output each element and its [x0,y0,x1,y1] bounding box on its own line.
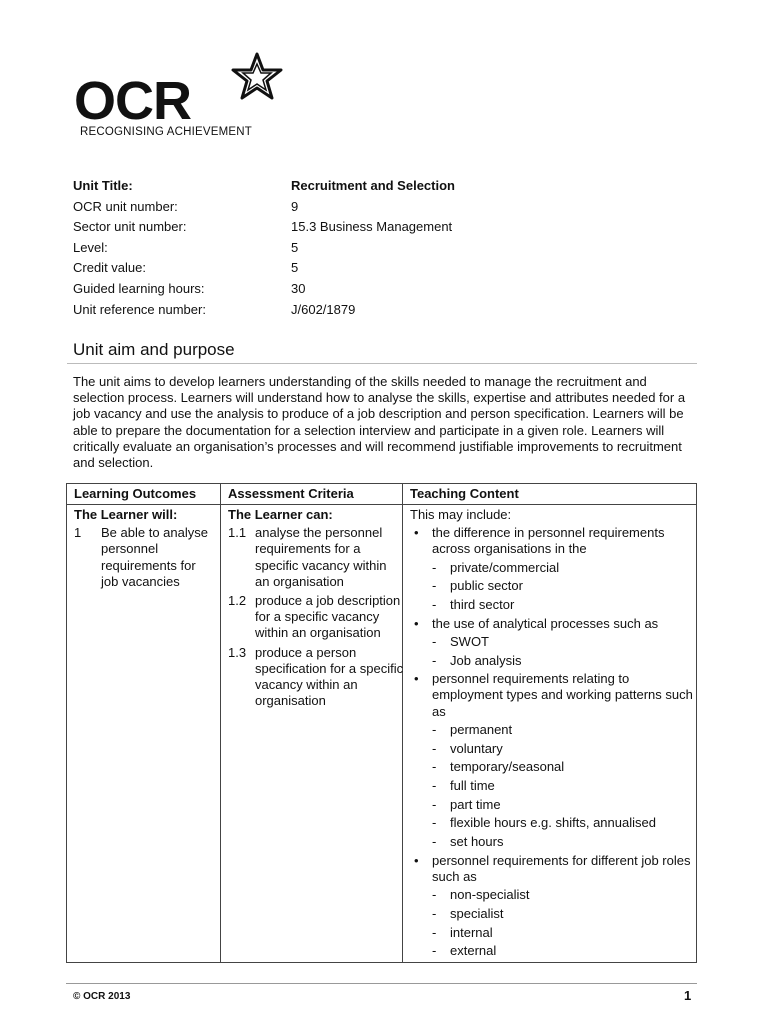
sub-item-text: permanent [450,722,513,738]
header-divider [67,504,696,505]
dash-icon: - [432,905,437,921]
info-value: 9 [291,198,299,214]
content-sub-item [410,943,695,960]
bullet-icon: • [414,615,419,631]
sub-item-text: public sector [450,578,523,594]
learner-will-label: The Learner will: [74,507,178,522]
dash-icon: - [432,796,437,812]
sub-item-text: temporary/seasonal [450,759,565,775]
content-bullet [410,525,695,557]
content-sub-item [410,759,695,776]
info-value: 5 [291,239,299,255]
content-sub-item [410,815,695,832]
assessment-criteria-cell [228,507,404,712]
logo-tagline: RECOGNISING ACHIEVEMENT [80,126,253,138]
content-sub-item [410,578,695,595]
criterion-item [228,645,404,710]
criterion-item [228,525,404,590]
content-sub-item [410,634,695,651]
info-value: 15.3 Business Management [291,219,453,235]
column-divider [220,484,221,962]
dash-icon: - [432,652,437,668]
content-bullet [410,616,695,632]
criterion-text: produce a job description for a specific vacancy within an organisation [255,593,401,641]
sub-item-text: voluntary [450,740,503,756]
logo-brand-text: OCR [74,71,191,131]
content-sub-item [410,722,695,739]
info-value: Recruitment and Selection [291,178,455,193]
outcome-text: Be able to analyse personnel requirements for job vacancies [101,525,208,589]
dash-icon: - [432,924,437,940]
content-sub-item [410,741,695,758]
dash-icon: - [432,759,437,775]
bullet-text: the use of analytical processes such as [432,615,659,631]
bullet-icon: • [414,852,419,868]
info-value: 5 [291,260,299,276]
bullet-text: personnel requirements for different job roles such as [432,852,691,884]
aim-paragraph: The unit aims to develop learners understanding of the skills needed to manage the recruitment and selection process. Learners will understand how to analyse the skills, expertise and attributes needed for a job vacancy and use the analysis to produce of a job description and person specification. Learners will be able to prepare the documentation for a selection interview and participate in a given role. Learners will critically evaluate an organisation’s processes and will recommend justifiable improvements to recruitment and selection. [73,374,686,471]
aim-heading: Unit aim and purpose [73,340,235,359]
ocr-logo [74,54,289,138]
sub-item-text: set hours [450,834,504,850]
dash-icon: - [432,740,437,756]
content-sub-item [410,887,695,904]
header-teaching-content: Teaching Content [410,486,519,501]
sub-item-text: part time [450,796,501,812]
dash-icon: - [432,943,437,959]
sub-item-text: full time [450,778,495,794]
dash-icon: - [432,597,437,613]
content-sub-item [410,834,695,851]
criterion-number: 1.3 [228,644,247,660]
copyright: © OCR 2013 [73,991,131,1002]
page-number: 1 [684,988,692,1003]
sub-item-text: SWOT [450,634,489,650]
info-label: Unit Title: [73,178,133,193]
content-bullet [410,853,695,885]
star-logo-icon [230,52,284,102]
content-bullet [410,671,695,720]
outcome-number: 1 [74,525,82,541]
dash-icon: - [432,578,437,594]
dash-icon: - [432,559,437,575]
info-label: Unit reference number: [73,301,206,317]
unit-content-table [66,483,697,963]
content-sub-item [410,778,695,795]
sub-item-text: internal [450,924,493,940]
bullet-icon: • [414,525,419,541]
info-value: 30 [291,280,306,296]
bullet-text: the difference in personnel requirements across organisations in the [432,525,665,557]
sub-item-text: non-specialist [450,887,530,903]
content-sub-item [410,797,695,814]
criterion-item [228,593,404,642]
dash-icon: - [432,834,437,850]
teaching-intro: This may include: [410,507,512,522]
info-label: OCR unit number: [73,198,178,214]
dash-icon: - [432,634,437,650]
learning-outcomes-cell [74,507,214,590]
sub-item-text: private/commercial [450,559,560,575]
content-sub-item [410,653,695,670]
content-sub-item [410,597,695,614]
info-label: Level: [73,239,108,255]
dash-icon: - [432,778,437,794]
header-assessment-criteria: Assessment Criteria [228,486,354,501]
bullet-icon: • [414,671,419,687]
criterion-number: 1.1 [228,525,247,541]
content-sub-item [410,925,695,942]
sub-item-text: specialist [450,905,504,921]
header-learning-outcomes: Learning Outcomes [74,486,197,501]
dash-icon: - [432,815,437,831]
learner-can-label: The Learner can: [228,507,333,522]
criterion-number: 1.2 [228,593,247,609]
learning-outcome-item [74,525,214,590]
info-label: Credit value: [73,260,146,276]
heading-divider [67,363,697,364]
criterion-text: analyse the personnel requirements for a specific vacancy within an organisation [255,525,387,589]
info-label: Guided learning hours: [73,280,205,296]
content-sub-item [410,560,695,577]
sub-item-text: flexible hours e.g. shifts, annualised [450,815,656,831]
info-value: J/602/1879 [291,301,356,317]
info-label: Sector unit number: [73,219,187,235]
teaching-content-cell [410,507,695,960]
bullet-text: personnel requirements relating to employment types and working patterns such as [432,671,693,719]
sub-item-text: external [450,943,497,959]
content-sub-item [410,906,695,923]
footer-divider [66,983,697,984]
dash-icon: - [432,722,437,738]
criterion-text: produce a person specification for a specific vacancy within an organisation [255,644,404,709]
sub-item-text: Job analysis [450,652,522,668]
sub-item-text: third sector [450,597,515,613]
dash-icon: - [432,887,437,903]
